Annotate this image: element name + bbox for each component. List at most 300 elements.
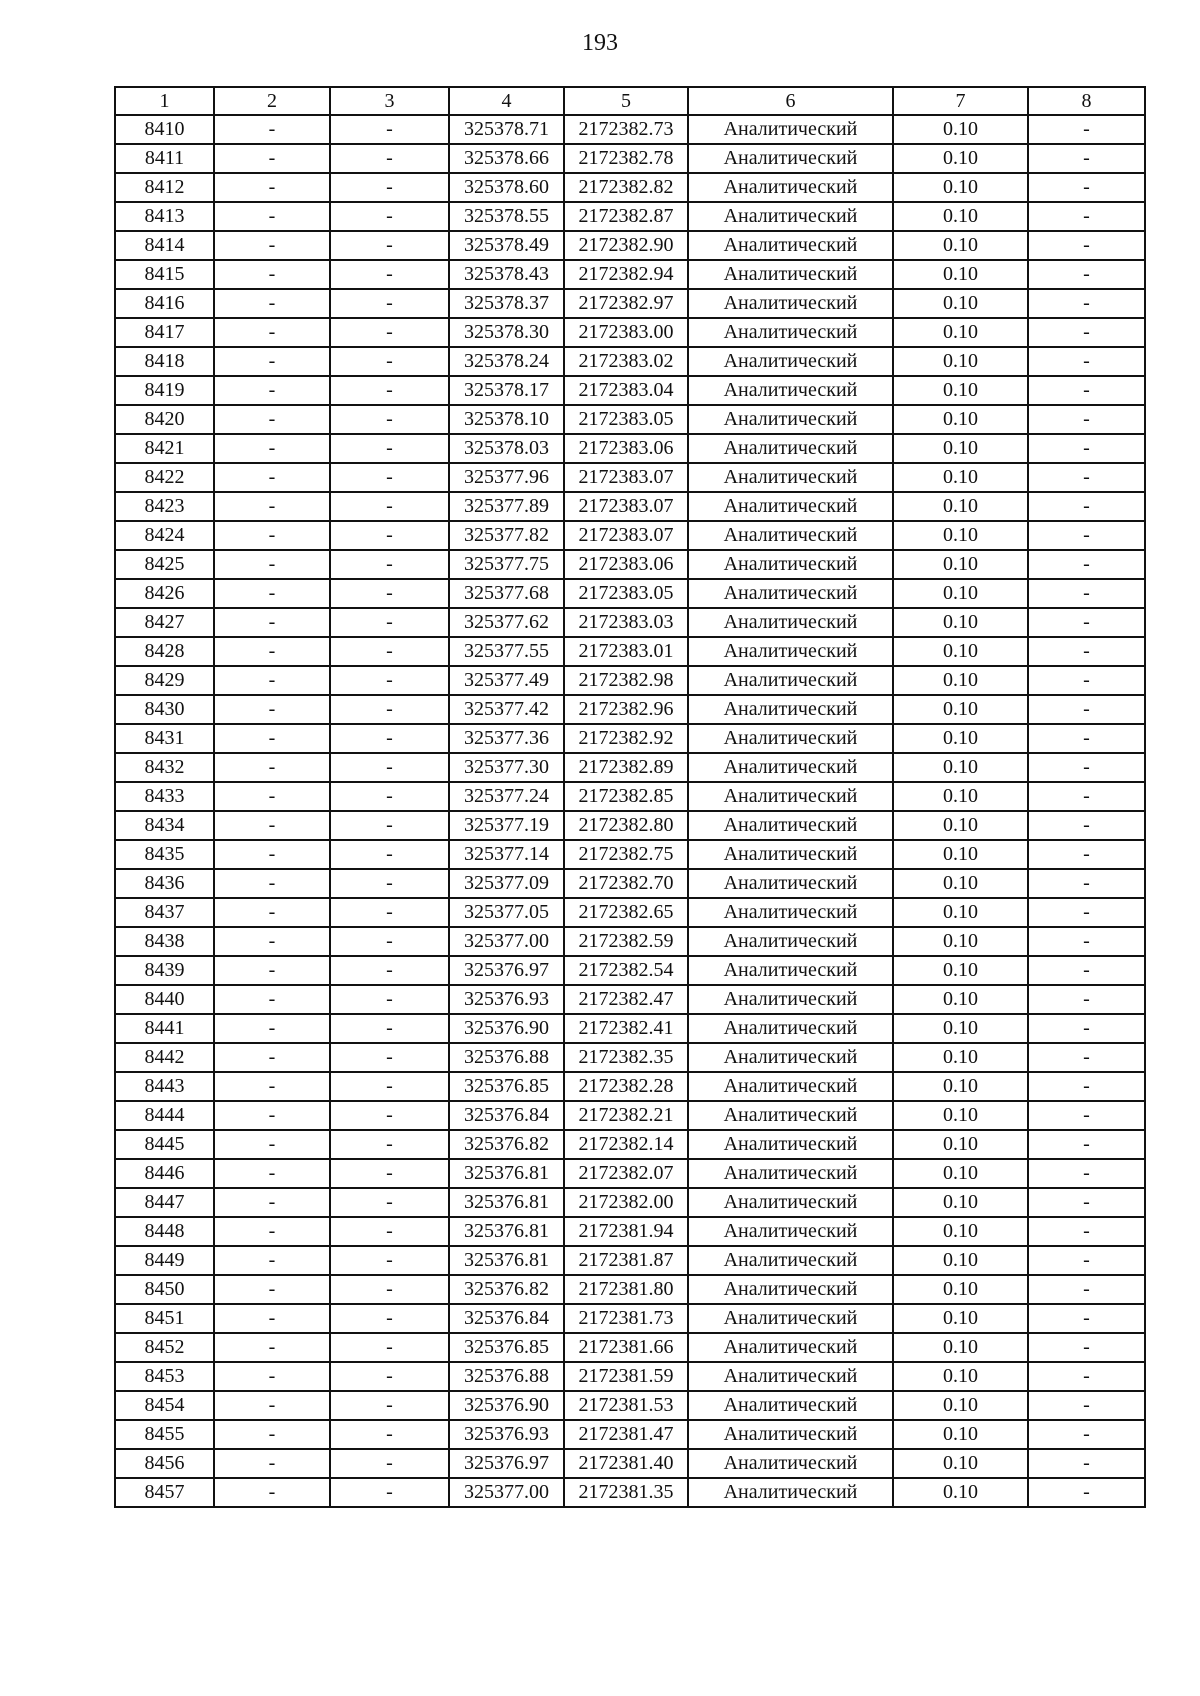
cell-accuracy: 0.10 — [893, 753, 1028, 782]
cell-accuracy: 0.10 — [893, 637, 1028, 666]
cell-method: Аналитический — [688, 666, 893, 695]
cell-accuracy: 0.10 — [893, 666, 1028, 695]
cell-accuracy: 0.10 — [893, 405, 1028, 434]
cell-method: Аналитический — [688, 1043, 893, 1072]
cell-x-coordinate: 325377.09 — [449, 869, 564, 898]
cell-col-8: - — [1028, 1304, 1145, 1333]
table-row — [115, 695, 1145, 724]
cell-col-2: - — [214, 666, 330, 695]
cell-y-coordinate: 2172383.07 — [564, 521, 688, 550]
cell-y-coordinate: 2172381.87 — [564, 1246, 688, 1275]
cell-x-coordinate: 325376.81 — [449, 1246, 564, 1275]
cell-col-8: - — [1028, 666, 1145, 695]
cell-col-2: - — [214, 376, 330, 405]
cell-col-3: - — [330, 1304, 449, 1333]
cell-method: Аналитический — [688, 753, 893, 782]
cell-col-2: - — [214, 608, 330, 637]
table-row — [115, 1072, 1145, 1101]
cell-method: Аналитический — [688, 521, 893, 550]
cell-point-number: 8440 — [115, 985, 214, 1014]
cell-x-coordinate: 325378.24 — [449, 347, 564, 376]
cell-method: Аналитический — [688, 1072, 893, 1101]
cell-method: Аналитический — [688, 144, 893, 173]
table-row — [115, 289, 1145, 318]
cell-col-8: - — [1028, 434, 1145, 463]
cell-method: Аналитический — [688, 637, 893, 666]
cell-y-coordinate: 2172382.98 — [564, 666, 688, 695]
cell-method: Аналитический — [688, 492, 893, 521]
cell-y-coordinate: 2172382.87 — [564, 202, 688, 231]
cell-y-coordinate: 2172383.02 — [564, 347, 688, 376]
cell-method: Аналитический — [688, 1391, 893, 1420]
cell-point-number: 8437 — [115, 898, 214, 927]
cell-col-8: - — [1028, 173, 1145, 202]
table-row — [115, 1420, 1145, 1449]
cell-x-coordinate: 325378.17 — [449, 376, 564, 405]
table-row — [115, 463, 1145, 492]
cell-point-number: 8438 — [115, 927, 214, 956]
cell-accuracy: 0.10 — [893, 202, 1028, 231]
cell-method: Аналитический — [688, 318, 893, 347]
cell-method: Аналитический — [688, 840, 893, 869]
cell-point-number: 8445 — [115, 1130, 214, 1159]
cell-method: Аналитический — [688, 695, 893, 724]
cell-point-number: 8457 — [115, 1478, 214, 1507]
cell-col-2: - — [214, 1246, 330, 1275]
cell-method: Аналитический — [688, 202, 893, 231]
cell-method: Аналитический — [688, 1420, 893, 1449]
cell-point-number: 8412 — [115, 173, 214, 202]
table-row — [115, 579, 1145, 608]
cell-point-number: 8419 — [115, 376, 214, 405]
cell-method: Аналитический — [688, 231, 893, 260]
cell-col-8: - — [1028, 260, 1145, 289]
cell-method: Аналитический — [688, 956, 893, 985]
cell-y-coordinate: 2172383.06 — [564, 550, 688, 579]
cell-point-number: 8447 — [115, 1188, 214, 1217]
cell-col-8: - — [1028, 521, 1145, 550]
cell-x-coordinate: 325376.81 — [449, 1217, 564, 1246]
cell-col-3: - — [330, 985, 449, 1014]
cell-col-8: - — [1028, 1101, 1145, 1130]
column-header-1: 1 — [115, 87, 214, 115]
cell-col-3: - — [330, 753, 449, 782]
cell-col-2: - — [214, 927, 330, 956]
cell-x-coordinate: 325378.43 — [449, 260, 564, 289]
cell-col-2: - — [214, 1333, 330, 1362]
cell-col-3: - — [330, 637, 449, 666]
cell-col-8: - — [1028, 347, 1145, 376]
cell-col-3: - — [330, 521, 449, 550]
cell-point-number: 8429 — [115, 666, 214, 695]
cell-y-coordinate: 2172382.92 — [564, 724, 688, 753]
cell-x-coordinate: 325377.62 — [449, 608, 564, 637]
cell-accuracy: 0.10 — [893, 811, 1028, 840]
table-row — [115, 144, 1145, 173]
cell-col-8: - — [1028, 1362, 1145, 1391]
cell-col-8: - — [1028, 1072, 1145, 1101]
cell-y-coordinate: 2172381.35 — [564, 1478, 688, 1507]
table-row — [115, 956, 1145, 985]
cell-method: Аналитический — [688, 579, 893, 608]
cell-x-coordinate: 325378.10 — [449, 405, 564, 434]
cell-col-2: - — [214, 840, 330, 869]
table-row — [115, 608, 1145, 637]
table-row — [115, 840, 1145, 869]
cell-y-coordinate: 2172383.03 — [564, 608, 688, 637]
cell-col-2: - — [214, 753, 330, 782]
cell-col-3: - — [330, 115, 449, 144]
cell-y-coordinate: 2172382.00 — [564, 1188, 688, 1217]
cell-x-coordinate: 325376.90 — [449, 1014, 564, 1043]
cell-col-3: - — [330, 840, 449, 869]
cell-col-8: - — [1028, 608, 1145, 637]
cell-point-number: 8451 — [115, 1304, 214, 1333]
cell-x-coordinate: 325376.97 — [449, 1449, 564, 1478]
cell-method: Аналитический — [688, 985, 893, 1014]
cell-col-8: - — [1028, 956, 1145, 985]
cell-point-number: 8455 — [115, 1420, 214, 1449]
cell-col-8: - — [1028, 869, 1145, 898]
cell-y-coordinate: 2172382.07 — [564, 1159, 688, 1188]
cell-x-coordinate: 325378.60 — [449, 173, 564, 202]
table-row — [115, 1333, 1145, 1362]
cell-y-coordinate: 2172382.97 — [564, 289, 688, 318]
cell-x-coordinate: 325378.49 — [449, 231, 564, 260]
cell-y-coordinate: 2172383.00 — [564, 318, 688, 347]
cell-x-coordinate: 325377.68 — [449, 579, 564, 608]
cell-point-number: 8420 — [115, 405, 214, 434]
cell-col-8: - — [1028, 1014, 1145, 1043]
cell-y-coordinate: 2172382.21 — [564, 1101, 688, 1130]
column-header-5: 5 — [564, 87, 688, 115]
cell-col-3: - — [330, 1217, 449, 1246]
cell-accuracy: 0.10 — [893, 1449, 1028, 1478]
cell-col-2: - — [214, 811, 330, 840]
cell-accuracy: 0.10 — [893, 1478, 1028, 1507]
table-row — [115, 811, 1145, 840]
cell-col-2: - — [214, 1449, 330, 1478]
cell-col-2: - — [214, 898, 330, 927]
cell-y-coordinate: 2172383.04 — [564, 376, 688, 405]
cell-method: Аналитический — [688, 289, 893, 318]
column-header-3: 3 — [330, 87, 449, 115]
cell-col-8: - — [1028, 811, 1145, 840]
table-row — [115, 550, 1145, 579]
cell-col-8: - — [1028, 1159, 1145, 1188]
cell-col-8: - — [1028, 1420, 1145, 1449]
cell-col-3: - — [330, 434, 449, 463]
cell-point-number: 8427 — [115, 608, 214, 637]
cell-y-coordinate: 2172383.07 — [564, 463, 688, 492]
cell-point-number: 8413 — [115, 202, 214, 231]
cell-accuracy: 0.10 — [893, 376, 1028, 405]
cell-x-coordinate: 325377.42 — [449, 695, 564, 724]
cell-point-number: 8434 — [115, 811, 214, 840]
cell-accuracy: 0.10 — [893, 898, 1028, 927]
cell-col-8: - — [1028, 724, 1145, 753]
cell-method: Аналитический — [688, 1304, 893, 1333]
cell-y-coordinate: 2172381.47 — [564, 1420, 688, 1449]
cell-point-number: 8432 — [115, 753, 214, 782]
cell-col-2: - — [214, 260, 330, 289]
cell-accuracy: 0.10 — [893, 260, 1028, 289]
cell-point-number: 8452 — [115, 1333, 214, 1362]
cell-point-number: 8425 — [115, 550, 214, 579]
table-row — [115, 1043, 1145, 1072]
cell-col-2: - — [214, 1159, 330, 1188]
cell-col-8: - — [1028, 463, 1145, 492]
cell-x-coordinate: 325376.85 — [449, 1072, 564, 1101]
table-row — [115, 985, 1145, 1014]
cell-point-number: 8436 — [115, 869, 214, 898]
table-body — [115, 87, 1145, 1507]
cell-col-3: - — [330, 1101, 449, 1130]
cell-point-number: 8415 — [115, 260, 214, 289]
cell-method: Аналитический — [688, 1362, 893, 1391]
cell-x-coordinate: 325376.97 — [449, 956, 564, 985]
cell-accuracy: 0.10 — [893, 1101, 1028, 1130]
cell-x-coordinate: 325378.30 — [449, 318, 564, 347]
cell-accuracy: 0.10 — [893, 144, 1028, 173]
cell-accuracy: 0.10 — [893, 1333, 1028, 1362]
cell-y-coordinate: 2172382.35 — [564, 1043, 688, 1072]
cell-x-coordinate: 325377.55 — [449, 637, 564, 666]
cell-col-3: - — [330, 1130, 449, 1159]
cell-point-number: 8422 — [115, 463, 214, 492]
cell-x-coordinate: 325378.03 — [449, 434, 564, 463]
cell-col-3: - — [330, 1072, 449, 1101]
cell-col-3: - — [330, 463, 449, 492]
cell-col-3: - — [330, 492, 449, 521]
cell-col-2: - — [214, 1275, 330, 1304]
cell-method: Аналитический — [688, 1275, 893, 1304]
cell-method: Аналитический — [688, 782, 893, 811]
cell-accuracy: 0.10 — [893, 724, 1028, 753]
cell-accuracy: 0.10 — [893, 782, 1028, 811]
cell-method: Аналитический — [688, 115, 893, 144]
cell-accuracy: 0.10 — [893, 1159, 1028, 1188]
cell-method: Аналитический — [688, 463, 893, 492]
cell-y-coordinate: 2172382.54 — [564, 956, 688, 985]
cell-col-8: - — [1028, 289, 1145, 318]
cell-col-2: - — [214, 1362, 330, 1391]
table-row — [115, 231, 1145, 260]
cell-col-8: - — [1028, 1188, 1145, 1217]
cell-point-number: 8439 — [115, 956, 214, 985]
cell-col-2: - — [214, 1420, 330, 1449]
cell-col-2: - — [214, 782, 330, 811]
cell-y-coordinate: 2172383.07 — [564, 492, 688, 521]
cell-accuracy: 0.10 — [893, 434, 1028, 463]
cell-point-number: 8449 — [115, 1246, 214, 1275]
table-row — [115, 666, 1145, 695]
cell-col-2: - — [214, 724, 330, 753]
table-row — [115, 347, 1145, 376]
cell-point-number: 8426 — [115, 579, 214, 608]
cell-accuracy: 0.10 — [893, 869, 1028, 898]
cell-y-coordinate: 2172382.41 — [564, 1014, 688, 1043]
table-row — [115, 405, 1145, 434]
cell-col-2: - — [214, 115, 330, 144]
cell-col-8: - — [1028, 695, 1145, 724]
cell-accuracy: 0.10 — [893, 985, 1028, 1014]
cell-accuracy: 0.10 — [893, 289, 1028, 318]
cell-col-8: - — [1028, 1217, 1145, 1246]
cell-col-8: - — [1028, 405, 1145, 434]
cell-point-number: 8411 — [115, 144, 214, 173]
cell-col-2: - — [214, 405, 330, 434]
table-row — [115, 1275, 1145, 1304]
cell-y-coordinate: 2172383.06 — [564, 434, 688, 463]
cell-col-3: - — [330, 1362, 449, 1391]
cell-col-8: - — [1028, 1449, 1145, 1478]
cell-col-2: - — [214, 521, 330, 550]
table-row — [115, 1130, 1145, 1159]
cell-y-coordinate: 2172382.94 — [564, 260, 688, 289]
cell-x-coordinate: 325378.71 — [449, 115, 564, 144]
table-row — [115, 1188, 1145, 1217]
cell-col-8: - — [1028, 1478, 1145, 1507]
cell-col-3: - — [330, 202, 449, 231]
cell-accuracy: 0.10 — [893, 173, 1028, 202]
cell-col-3: - — [330, 347, 449, 376]
cell-x-coordinate: 325378.55 — [449, 202, 564, 231]
cell-accuracy: 0.10 — [893, 1072, 1028, 1101]
cell-x-coordinate: 325377.24 — [449, 782, 564, 811]
cell-col-3: - — [330, 144, 449, 173]
cell-col-8: - — [1028, 898, 1145, 927]
cell-x-coordinate: 325377.89 — [449, 492, 564, 521]
cell-y-coordinate: 2172381.53 — [564, 1391, 688, 1420]
cell-point-number: 8417 — [115, 318, 214, 347]
cell-col-3: - — [330, 898, 449, 927]
table-row — [115, 492, 1145, 521]
cell-point-number: 8418 — [115, 347, 214, 376]
cell-y-coordinate: 2172382.85 — [564, 782, 688, 811]
cell-point-number: 8423 — [115, 492, 214, 521]
cell-accuracy: 0.10 — [893, 1362, 1028, 1391]
cell-col-3: - — [330, 1159, 449, 1188]
cell-col-3: - — [330, 231, 449, 260]
cell-x-coordinate: 325376.90 — [449, 1391, 564, 1420]
table-row — [115, 1101, 1145, 1130]
cell-y-coordinate: 2172382.14 — [564, 1130, 688, 1159]
cell-method: Аналитический — [688, 898, 893, 927]
cell-col-2: - — [214, 1130, 330, 1159]
cell-col-2: - — [214, 1101, 330, 1130]
column-header-8: 8 — [1028, 87, 1145, 115]
cell-y-coordinate: 2172382.59 — [564, 927, 688, 956]
cell-method: Аналитический — [688, 550, 893, 579]
cell-y-coordinate: 2172381.80 — [564, 1275, 688, 1304]
table-row — [115, 637, 1145, 666]
table-row — [115, 1449, 1145, 1478]
cell-col-8: - — [1028, 753, 1145, 782]
cell-col-2: - — [214, 985, 330, 1014]
table-row — [115, 1391, 1145, 1420]
cell-accuracy: 0.10 — [893, 1188, 1028, 1217]
cell-col-3: - — [330, 405, 449, 434]
cell-col-8: - — [1028, 637, 1145, 666]
cell-y-coordinate: 2172383.05 — [564, 579, 688, 608]
cell-col-3: - — [330, 811, 449, 840]
cell-col-3: - — [330, 1246, 449, 1275]
table-row — [115, 753, 1145, 782]
cell-point-number: 8428 — [115, 637, 214, 666]
cell-accuracy: 0.10 — [893, 1217, 1028, 1246]
cell-accuracy: 0.10 — [893, 550, 1028, 579]
table-row — [115, 434, 1145, 463]
table-header-row — [115, 87, 1145, 115]
cell-accuracy: 0.10 — [893, 1130, 1028, 1159]
cell-col-3: - — [330, 260, 449, 289]
cell-x-coordinate: 325376.82 — [449, 1275, 564, 1304]
cell-col-3: - — [330, 376, 449, 405]
table-row — [115, 173, 1145, 202]
cell-x-coordinate: 325376.85 — [449, 1333, 564, 1362]
cell-x-coordinate: 325377.36 — [449, 724, 564, 753]
cell-point-number: 8414 — [115, 231, 214, 260]
cell-col-3: - — [330, 1275, 449, 1304]
cell-accuracy: 0.10 — [893, 927, 1028, 956]
cell-y-coordinate: 2172382.73 — [564, 115, 688, 144]
table-row — [115, 1304, 1145, 1333]
cell-col-2: - — [214, 1478, 330, 1507]
cell-method: Аналитический — [688, 811, 893, 840]
cell-col-8: - — [1028, 840, 1145, 869]
cell-col-3: - — [330, 1188, 449, 1217]
cell-col-8: - — [1028, 1333, 1145, 1362]
cell-col-8: - — [1028, 985, 1145, 1014]
cell-x-coordinate: 325378.66 — [449, 144, 564, 173]
cell-point-number: 8441 — [115, 1014, 214, 1043]
column-header-2: 2 — [214, 87, 330, 115]
cell-accuracy: 0.10 — [893, 1246, 1028, 1275]
cell-col-8: - — [1028, 115, 1145, 144]
cell-col-2: - — [214, 434, 330, 463]
cell-point-number: 8450 — [115, 1275, 214, 1304]
cell-accuracy: 0.10 — [893, 1043, 1028, 1072]
coordinates-table — [114, 86, 1146, 1508]
cell-x-coordinate: 325376.88 — [449, 1362, 564, 1391]
cell-col-2: - — [214, 173, 330, 202]
table-row — [115, 1478, 1145, 1507]
cell-accuracy: 0.10 — [893, 231, 1028, 260]
cell-col-8: - — [1028, 1130, 1145, 1159]
cell-col-3: - — [330, 956, 449, 985]
cell-col-2: - — [214, 202, 330, 231]
cell-col-2: - — [214, 318, 330, 347]
cell-y-coordinate: 2172381.94 — [564, 1217, 688, 1246]
table-row — [115, 1246, 1145, 1275]
cell-col-8: - — [1028, 1391, 1145, 1420]
cell-method: Аналитический — [688, 1478, 893, 1507]
cell-col-3: - — [330, 782, 449, 811]
table-row — [115, 1362, 1145, 1391]
cell-y-coordinate: 2172381.73 — [564, 1304, 688, 1333]
cell-col-3: - — [330, 1449, 449, 1478]
cell-point-number: 8454 — [115, 1391, 214, 1420]
cell-col-3: - — [330, 318, 449, 347]
cell-y-coordinate: 2172382.96 — [564, 695, 688, 724]
cell-y-coordinate: 2172382.90 — [564, 231, 688, 260]
cell-x-coordinate: 325376.93 — [449, 1420, 564, 1449]
cell-accuracy: 0.10 — [893, 318, 1028, 347]
cell-accuracy: 0.10 — [893, 956, 1028, 985]
cell-x-coordinate: 325377.75 — [449, 550, 564, 579]
cell-accuracy: 0.10 — [893, 521, 1028, 550]
